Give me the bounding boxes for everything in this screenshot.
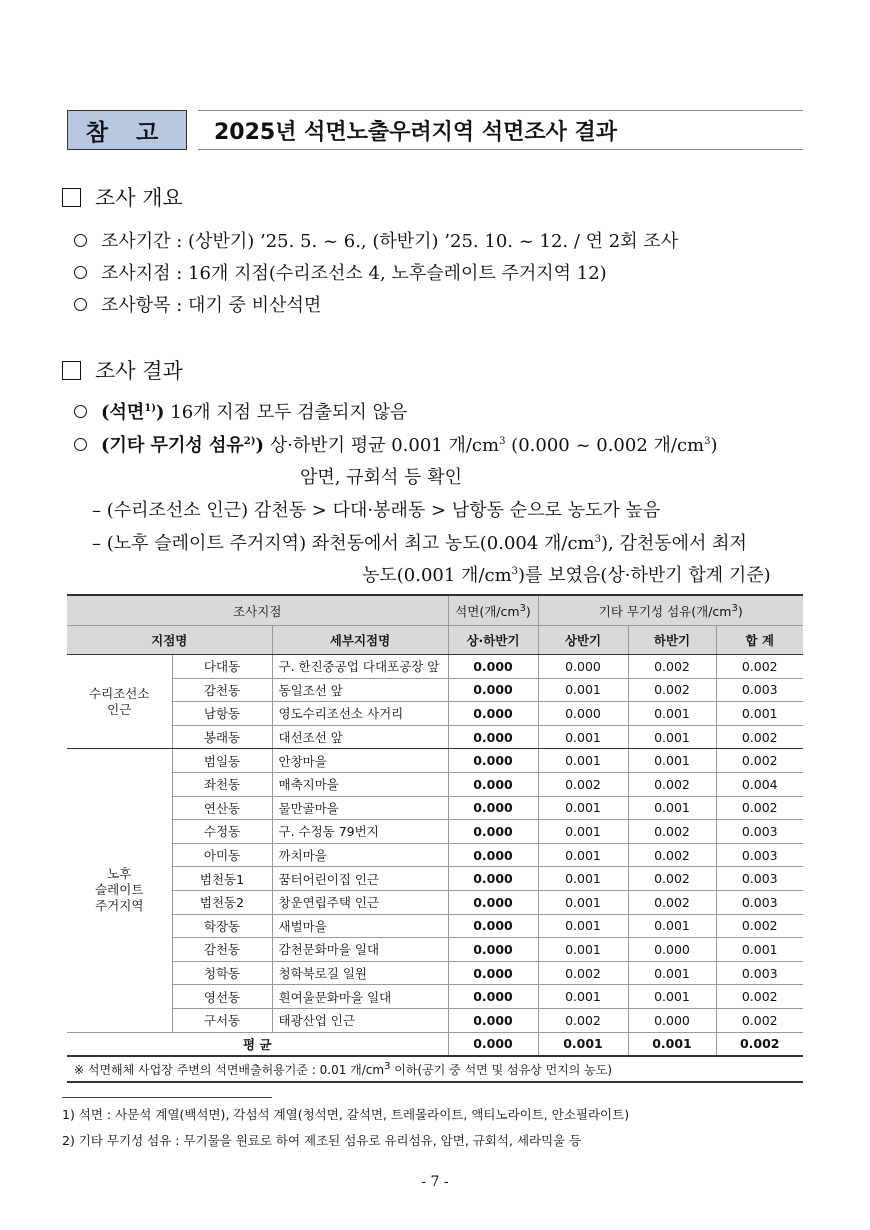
page-title: 2025년 석면노출우려지역 석면조사 결과 <box>198 110 803 150</box>
first-half-value: 0.001 <box>538 820 628 844</box>
header-detail: 세부지점명 <box>272 626 448 655</box>
footnote-1: 1) 석면 : 사문석 계열(백석면), 각섬석 계열(청석면, 갈석면, 트레몰라이트, 액티노라이트, 안소필라이트) <box>62 1107 630 1122</box>
table-row <box>67 914 803 938</box>
asbestos-value: 0.000 <box>448 843 538 867</box>
detail-site: 창운연립주택 인근 <box>272 890 448 914</box>
table-row <box>67 890 803 914</box>
second-half-value: 0.002 <box>628 867 716 891</box>
asbestos-value: 0.000 <box>448 772 538 796</box>
detail-site: 까치마을 <box>272 843 448 867</box>
group-label: 수리조선소 인근 <box>67 655 172 749</box>
first-half-value: 0.001 <box>538 796 628 820</box>
first-half-value: 0.000 <box>538 702 628 726</box>
table-row <box>67 772 803 796</box>
header-both-halves: 상·하반기 <box>448 626 538 655</box>
second-half-value: 0.001 <box>628 796 716 820</box>
detail-site: 영도수리조선소 사거리 <box>272 702 448 726</box>
site-name: 구서동 <box>172 1008 272 1032</box>
site-name: 봉래동 <box>172 725 272 749</box>
average-value: 0.000 <box>448 1032 538 1056</box>
detail-site: 매축지마을 <box>272 772 448 796</box>
site-name: 감천동 <box>172 678 272 702</box>
total-value: 0.003 <box>716 867 803 891</box>
first-half-value: 0.001 <box>538 938 628 962</box>
detail-site: 새벌마을 <box>272 914 448 938</box>
asbestos-value: 0.000 <box>448 796 538 820</box>
first-half-value: 0.001 <box>538 843 628 867</box>
circle-bullet-icon <box>74 298 87 311</box>
header-second-half: 하반기 <box>628 626 716 655</box>
table-row <box>67 843 803 867</box>
footnote-divider <box>62 1097 272 1098</box>
second-half-value: 0.001 <box>628 749 716 773</box>
asbestos-value: 0.000 <box>448 867 538 891</box>
result-detail-continued: 농도(0.001 개$/cm^3$)를 보였음(상·하반기 합계 기준) <box>362 565 771 586</box>
detail-site: 꿈터어린이집 인근 <box>272 867 448 891</box>
site-name: 영선동 <box>172 985 272 1009</box>
asbestos-value: 0.000 <box>448 985 538 1009</box>
second-half-value: 0.001 <box>628 914 716 938</box>
asbestos-value: 0.000 <box>448 914 538 938</box>
result-detail: – (노후 슬레이트 주거지역) 좌천동에서 최고 농도(0.004 개$/cm^3$), 감천동에서 최저 <box>92 533 747 554</box>
asbestos-value: 0.000 <box>448 678 538 702</box>
result-detail: – (수리조선소 인근) 감천동 > 다대·봉래동 > 남항동 순으로 농도가 높음 <box>92 500 661 521</box>
detail-site: 태광산업 인근 <box>272 1008 448 1032</box>
total-value: 0.003 <box>716 678 803 702</box>
second-half-value: 0.000 <box>628 1008 716 1032</box>
total-value: 0.002 <box>716 1008 803 1032</box>
table-row <box>67 702 803 726</box>
second-half-value: 0.000 <box>628 938 716 962</box>
group-label: 노후 슬레이트 주거지역 <box>67 749 172 1032</box>
table-row <box>67 1008 803 1032</box>
overview-item: 조사지점 : 16개 지점(수리조선소 4, 노후슬레이트 주거지역 12) <box>74 259 607 285</box>
second-half-value: 0.002 <box>628 678 716 702</box>
table-row <box>67 678 803 702</box>
overview-item: 조사기간 : (상반기) ’25. 5. ~ 6., (하반기) ’25. 10. ~ 12. / 연 2회 조사 <box>74 227 678 253</box>
section-heading: 조사 개요 <box>95 186 183 210</box>
checkbox-square-icon <box>62 361 81 380</box>
total-value: 0.003 <box>716 843 803 867</box>
checkbox-square-icon <box>62 188 81 207</box>
header-site-name: 지점명 <box>67 626 272 655</box>
total-value: 0.002 <box>716 796 803 820</box>
first-half-value: 0.001 <box>538 890 628 914</box>
first-half-value: 0.001 <box>538 725 628 749</box>
site-name: 학장동 <box>172 914 272 938</box>
total-value: 0.001 <box>716 702 803 726</box>
table-row <box>67 749 803 773</box>
detail-site: 흰여울문화마을 일대 <box>272 985 448 1009</box>
site-name: 아미동 <box>172 843 272 867</box>
average-row <box>67 1032 803 1056</box>
result-item-continued: 암면, 규회석 등 확인 <box>300 467 462 488</box>
result-item: (석면$^{1)}$) 16개 지점 모두 검출되지 않음 <box>74 398 407 424</box>
table-row <box>67 867 803 891</box>
second-half-value: 0.002 <box>628 820 716 844</box>
section-heading: 조사 결과 <box>95 359 183 383</box>
footnote-2: 2) 기타 무기성 섬유 : 무기물을 원료로 하여 제조된 섬유로 유리섬유, 암면, 규회석, 세라믹울 등 <box>62 1133 582 1148</box>
header-other-fiber: 기타 무기성 섬유(개$/cm^3$) <box>538 595 803 626</box>
result-item: (기타 무기성 섬유$^{2)}$) 상·하반기 평균 0.001 개$/cm^3$ (0.000 ~ 0.002 개$/cm^3$) <box>74 431 718 457</box>
overview-item: 조사항목 : 대기 중 비산석면 <box>74 291 321 317</box>
section-results <box>62 355 183 385</box>
page-number: - 7 - <box>421 1174 449 1190</box>
total-value: 0.004 <box>716 772 803 796</box>
site-name: 다대동 <box>172 655 272 679</box>
total-value: 0.003 <box>716 820 803 844</box>
site-name: 범일동 <box>172 749 272 773</box>
total-value: 0.002 <box>716 749 803 773</box>
average-value: 0.002 <box>716 1032 803 1056</box>
table-row <box>67 961 803 985</box>
total-value: 0.001 <box>716 938 803 962</box>
detail-site: 물만골마을 <box>272 796 448 820</box>
site-name: 범천동2 <box>172 890 272 914</box>
first-half-value: 0.002 <box>538 961 628 985</box>
detail-site: 안창마을 <box>272 749 448 773</box>
asbestos-value: 0.000 <box>448 702 538 726</box>
site-name: 청학동 <box>172 961 272 985</box>
divider <box>67 1081 803 1083</box>
second-half-value: 0.002 <box>628 890 716 914</box>
asbestos-value: 0.000 <box>448 890 538 914</box>
first-half-value: 0.001 <box>538 914 628 938</box>
detail-site: 구. 한진중공업 다대포공장 앞 <box>272 655 448 679</box>
asbestos-value: 0.000 <box>448 725 538 749</box>
second-half-value: 0.001 <box>628 702 716 726</box>
detail-site: 감천문화마을 일대 <box>272 938 448 962</box>
asbestos-value: 0.000 <box>448 749 538 773</box>
first-half-value: 0.001 <box>538 985 628 1009</box>
asbestos-value: 0.000 <box>448 655 538 679</box>
circle-bullet-icon <box>74 405 87 418</box>
header-asbestos: 석면(개$/cm^3$) <box>448 595 538 626</box>
second-half-value: 0.002 <box>628 655 716 679</box>
site-name: 감천동 <box>172 938 272 962</box>
table-row <box>67 938 803 962</box>
detail-site: 동일조선 앞 <box>272 678 448 702</box>
site-name: 범천동1 <box>172 867 272 891</box>
reference-tag: 참 고 <box>67 110 187 150</box>
second-half-value: 0.001 <box>628 985 716 1009</box>
average-label: 평 균 <box>67 1032 448 1056</box>
table-row <box>67 655 803 679</box>
second-half-value: 0.001 <box>628 725 716 749</box>
site-name: 수정동 <box>172 820 272 844</box>
circle-bullet-icon <box>74 438 87 451</box>
table-row <box>67 985 803 1009</box>
circle-bullet-icon <box>74 234 87 247</box>
total-value: 0.002 <box>716 985 803 1009</box>
asbestos-value: 0.000 <box>448 1008 538 1032</box>
first-half-value: 0.002 <box>538 772 628 796</box>
detail-site: 구. 수정동 79번지 <box>272 820 448 844</box>
second-half-value: 0.001 <box>628 961 716 985</box>
detail-site: 청학북로길 일원 <box>272 961 448 985</box>
average-value: 0.001 <box>628 1032 716 1056</box>
site-name: 남항동 <box>172 702 272 726</box>
average-value: 0.001 <box>538 1032 628 1056</box>
header-first-half: 상반기 <box>538 626 628 655</box>
table-row <box>67 725 803 749</box>
asbestos-value: 0.000 <box>448 938 538 962</box>
table-row <box>67 796 803 820</box>
total-value: 0.002 <box>716 655 803 679</box>
standard-note: ※ 석면해체 사업장 주변의 석면배출허용기준 : 0.01 개$/cm^3$ 이하(공기 중 석면 및 섬유상 먼지의 농도) <box>74 1061 613 1077</box>
total-value: 0.003 <box>716 961 803 985</box>
circle-bullet-icon <box>74 266 87 279</box>
asbestos-value: 0.000 <box>448 961 538 985</box>
header-total: 합 계 <box>716 626 803 655</box>
section-overview <box>62 182 183 212</box>
first-half-value: 0.001 <box>538 749 628 773</box>
first-half-value: 0.001 <box>538 678 628 702</box>
asbestos-value: 0.000 <box>448 820 538 844</box>
first-half-value: 0.000 <box>538 655 628 679</box>
detail-site: 대선조선 앞 <box>272 725 448 749</box>
second-half-value: 0.002 <box>628 843 716 867</box>
table-row <box>67 820 803 844</box>
second-half-value: 0.002 <box>628 772 716 796</box>
total-value: 0.002 <box>716 725 803 749</box>
header-site: 조사지점 <box>67 595 448 626</box>
results-table <box>67 594 803 1057</box>
total-value: 0.002 <box>716 914 803 938</box>
site-name: 좌천동 <box>172 772 272 796</box>
first-half-value: 0.002 <box>538 1008 628 1032</box>
first-half-value: 0.001 <box>538 867 628 891</box>
total-value: 0.003 <box>716 890 803 914</box>
site-name: 연산동 <box>172 796 272 820</box>
